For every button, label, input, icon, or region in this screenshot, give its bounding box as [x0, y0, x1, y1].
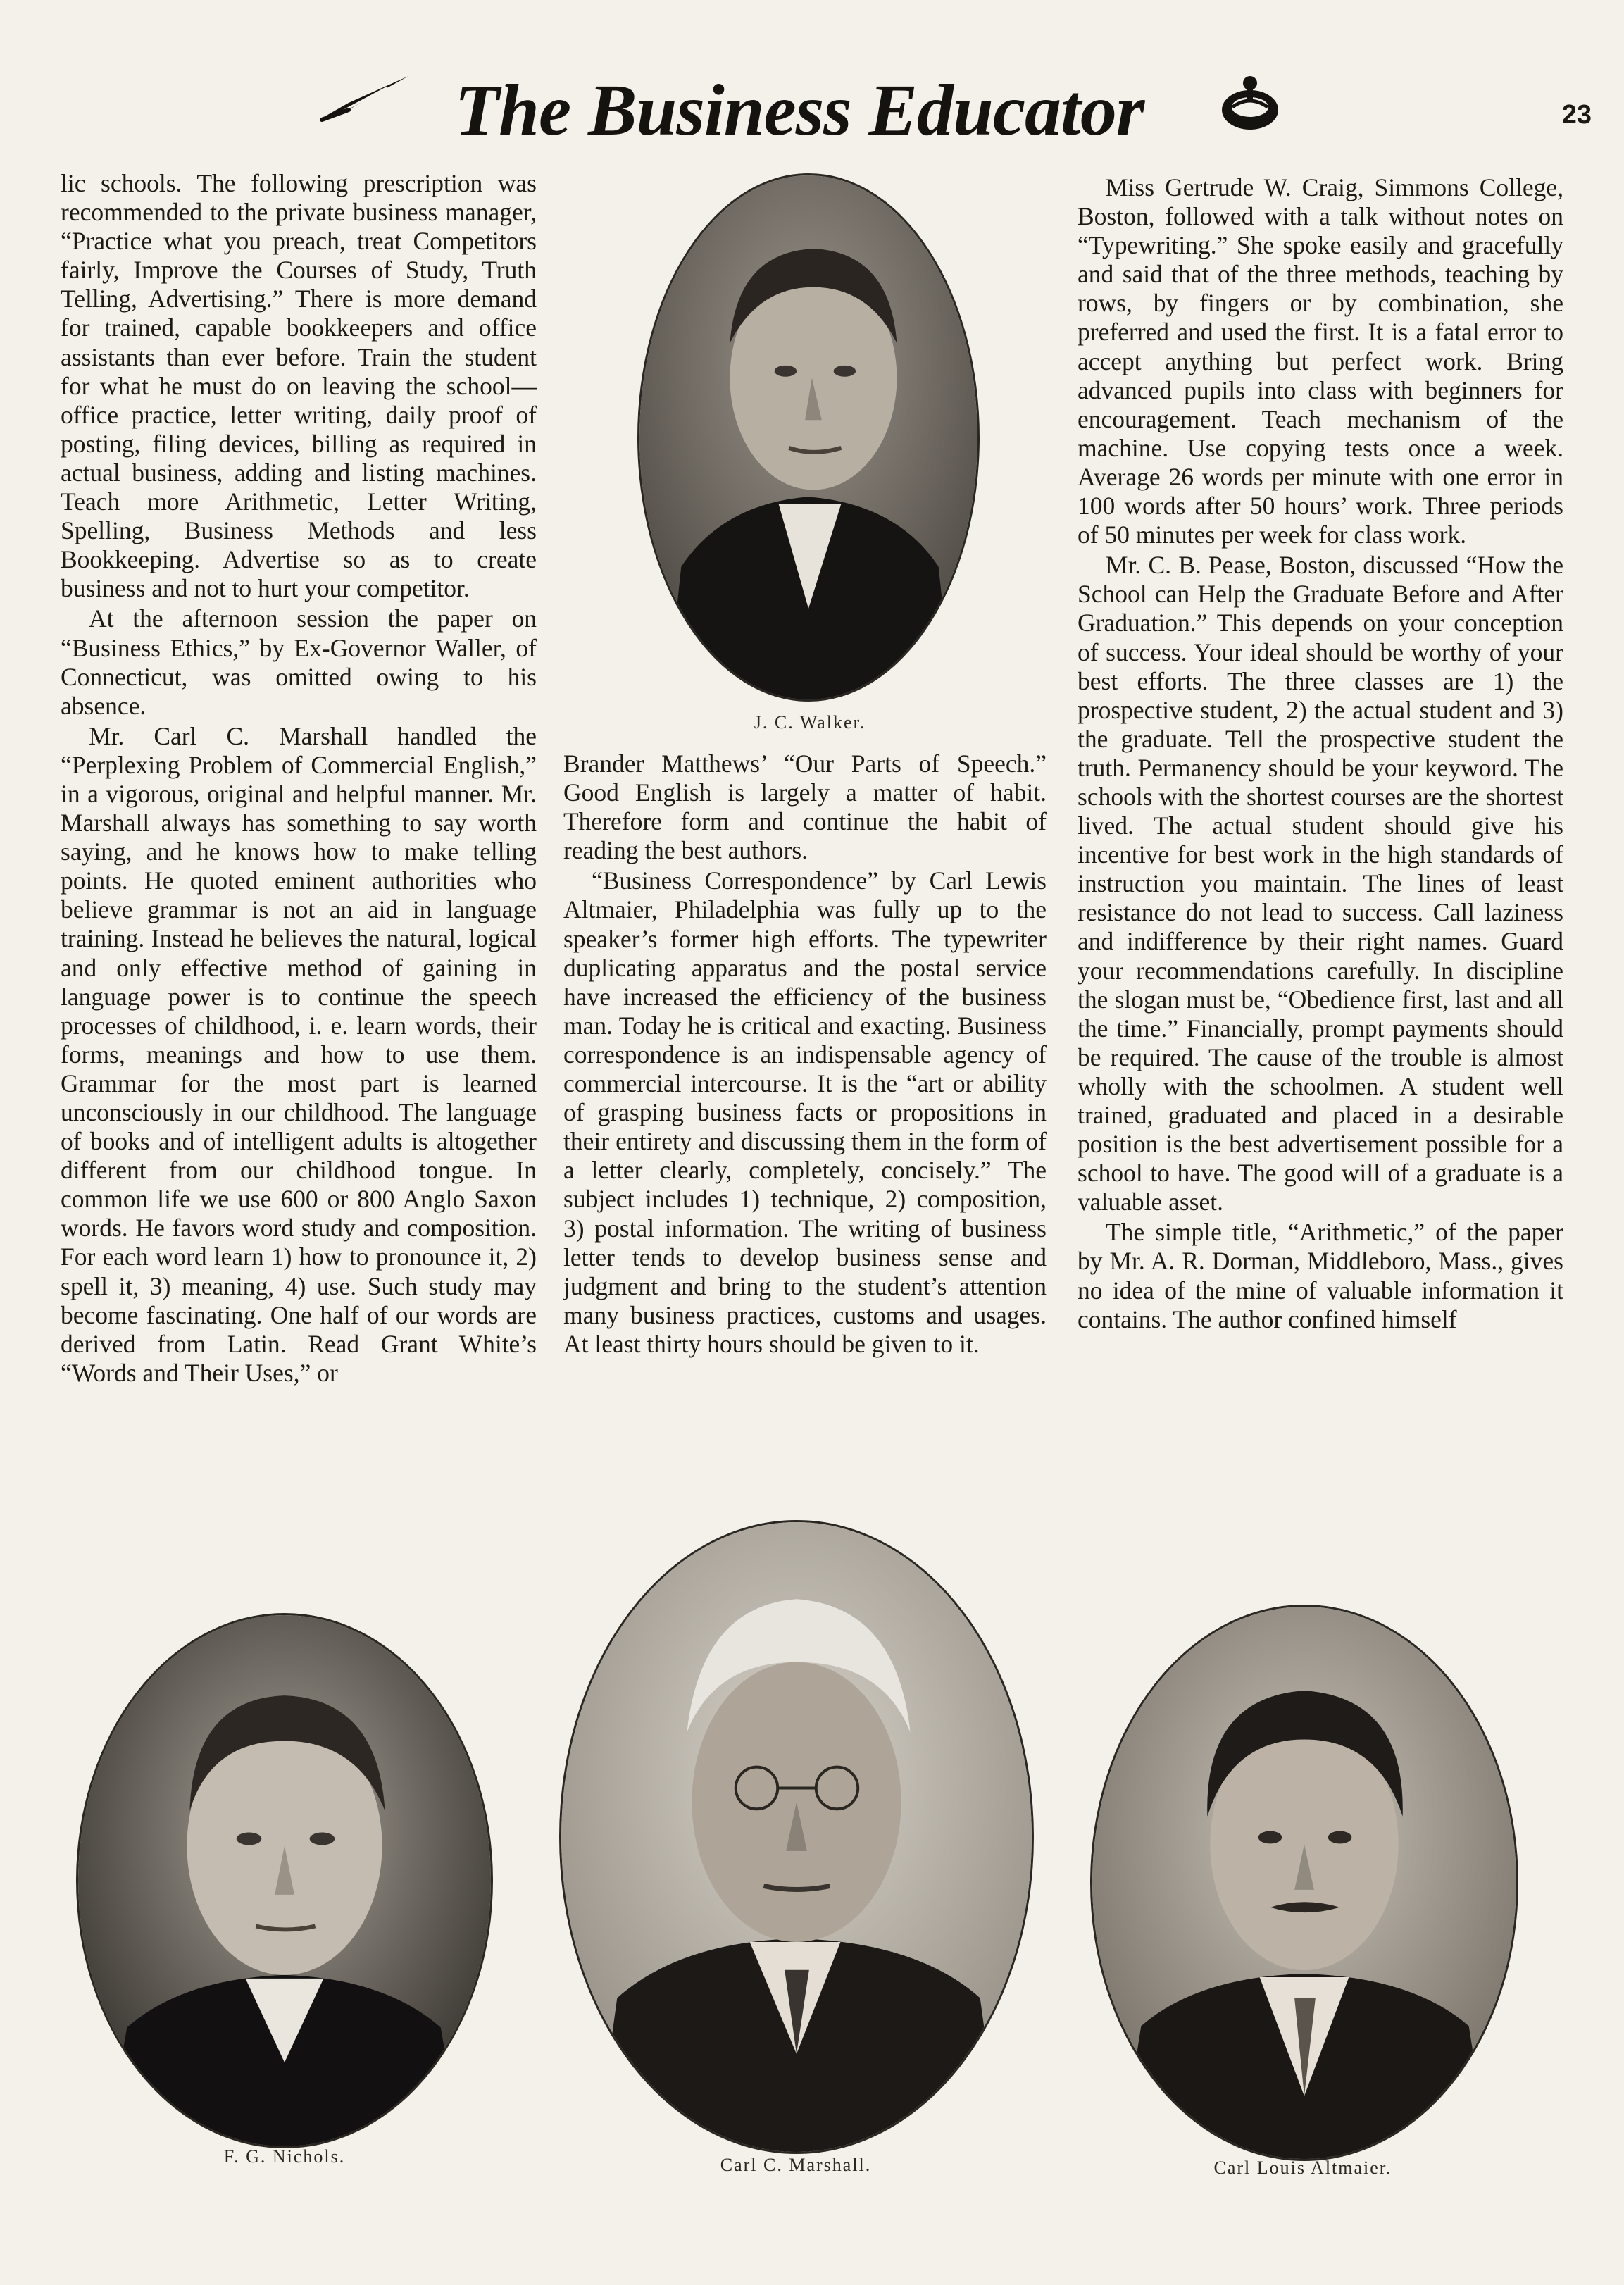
paragraph: The simple title, “Arithmetic,” of the paper by Mr. A. R. Dorman, Middleboro, Mass., gives no idea of the mine of valuable information it contains. The author confined himself [1078, 1218, 1563, 1333]
portrait-marshall [559, 1520, 1034, 2154]
portrait-photo [639, 175, 977, 699]
text-column-middle [563, 749, 1047, 1510]
portrait-photo [78, 1615, 491, 2146]
portrait-photo [1092, 1607, 1516, 2159]
portrait-photo [561, 1522, 1032, 2152]
caption-walker: J. C. Walker. [754, 712, 866, 733]
caption-marshall: Carl C. Marshall. [720, 2155, 872, 2175]
quill-pen-icon [320, 73, 412, 123]
caption-nichols: F. G. Nichols. [223, 2146, 346, 2167]
portrait-nichols [76, 1613, 493, 2148]
masthead-title: The Business Educator [454, 70, 1144, 151]
portrait-walker [637, 173, 980, 702]
paragraph: Mr. Carl C. Marshall handled the “Perplexing Problem of Commercial English,” in a vigorous, original and helpful manner. Mr. Marshall always has something to say worth saying, and he knows how to make telling points. He quoted eminent authorities who believe grammar is not an aid in language training. Instead he believes the natural, logical and only effective method of gaining in language power is to continue the speech processes of childhood, i. e. learn words, their forms, meanings and how to use them. Grammar for the most part is learned unconsciously in our childhood. The language of books and of intelligent adults is altogether different from our childhood tongue. In common life we use 600 or 800 Anglo Saxon words. He favors word study and composition. For each word learn 1) how to pronounce it, 2) spell it, 3) meaning, 4) use. Such study may become fascinating. One half of our words are derived from Latin. Read Grant White’s “Words and Their Uses,” or [61, 721, 537, 1387]
ornament-icon [1218, 73, 1282, 134]
paragraph: Brander Matthews’ “Our Parts of Speech.” Good English is largely a matter of habit. Therefore form and continue the habit of reading the best authors. [563, 749, 1047, 865]
paragraph: At the afternoon session the paper on “Business Ethics,” by Ex-Governor Waller, of Connecticut, was omitted owing to his absence. [61, 604, 537, 720]
paragraph: lic schools. The following prescription was recommended to the private business manager, “Practice what you preach, treat Competitors fairly, Improve the Courses of Study, Truth Telling, Advertising.” There is more demand for trained, capable bookkeepers and office assistants than ever before. Train the student for what he must do on leaving the school—office practice, letter writing, daily proof of posting, filing devices, billing as required in actual business, adding and listing machines. Teach more Arithmetic, Letter Writing, Spelling, Business Methods and less Bookkeeping. Advertise so as to create business and not to hurt your competitor. [61, 169, 537, 603]
page-number: 23 [1561, 100, 1592, 130]
portrait-altmaier [1090, 1605, 1518, 2161]
text-column-left [61, 169, 537, 1585]
paragraph: Miss Gertrude W. Craig, Simmons College, Boston, followed with a talk without notes on “Typewriting.” She spoke easily and gracefully and said that of the three methods, teaching by rows, by fingers or by combination, she preferred and used the first. It is a fatal error to accept anything but perfect work. Bring advanced pupils into class with beginners for encouragement. Teach mechanism of the machine. Use copying tests once a week. Average 26 words per minute with one error in 100 words after 50 hours’ work. Three periods of 50 minutes per week for class work. [1078, 173, 1563, 549]
paragraph: Mr. C. B. Pease, Boston, discussed “How the School can Help the Graduate Before and After Graduation.” This depends on your conception of success. Your ideal should be worthy of your best efforts. The three classes are 1) the prospective student, 2) the actual student and 3) the graduate. Tell the prospective student the truth. Permanency should be your keyword. The schools with the shortest courses are the shortest lived. The actual student should give his incentive for best work in the high standards of instruction you maintain. The lines of least resistance do not lead to success. Call laziness and indifference by their right names. Guard your recommendations carefully. In discipline the slogan must be, “Obedience first, last and all the time.” Financially, prompt payments should be required. The cause of the trouble is almost wholly with the schoolmen. A student well trained, graduated and placed in a desirable position is the best advertisement possible for a school to have. The good will of a graduate is a valuable asset. [1078, 551, 1563, 1216]
caption-altmaier: Carl Louis Altmaier. [1213, 2158, 1392, 2178]
paragraph: “Business Correspondence” by Carl Lewis Altmaier, Philadelphia was fully up to the speaker’s former high efforts. The typewriter duplicating apparatus and the postal service have increased the efficiency of the business man. Today he is critical and exacting. Business correspondence is an indispensable agency of commercial intercourse. It is the “art or ability of grasping business facts or propositions in their entirety and discussing them in the form of a letter clearly, completely, concisely.” The subject includes 1) technique, 2) composition, 3) postal information. The writing of business letter tends to develop business sense and judgment and bring to the student’s attention many business practices, customs and usages. At least thirty hours should be given to it. [563, 866, 1047, 1358]
text-column-right [1078, 173, 1563, 1575]
